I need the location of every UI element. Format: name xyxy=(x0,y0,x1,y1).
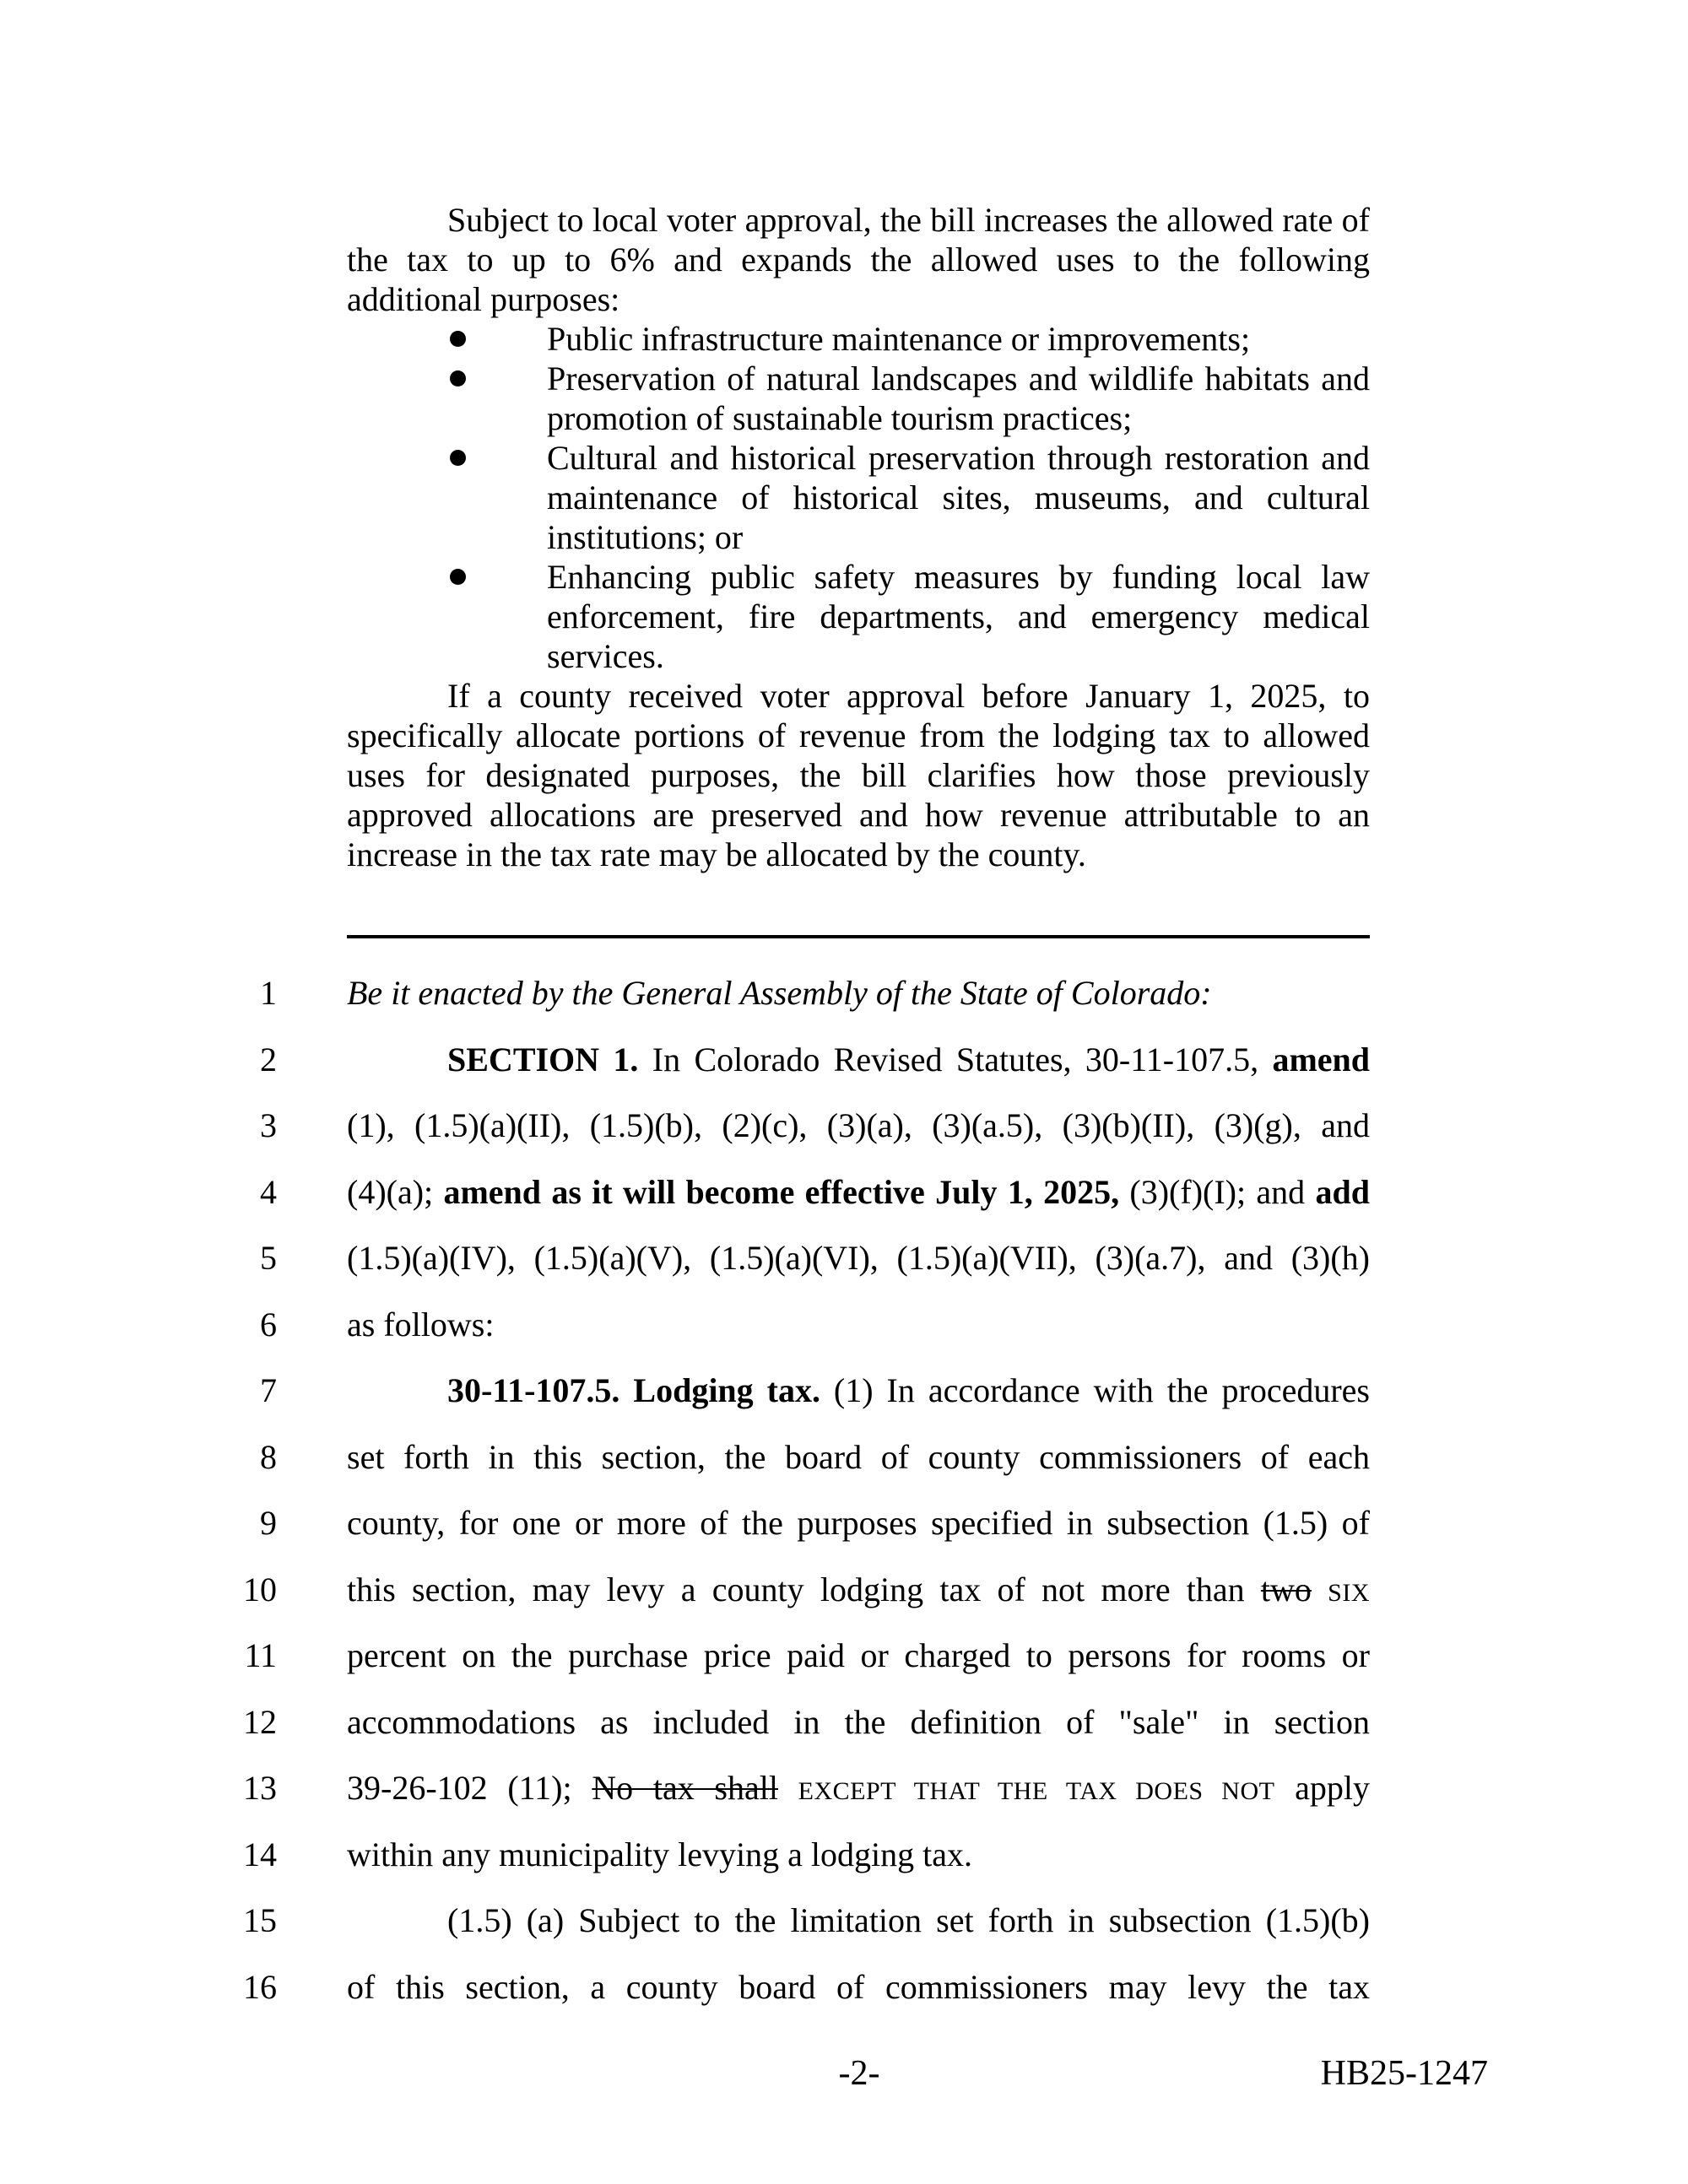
bullet-icon xyxy=(450,331,466,347)
line-text: within any municipality levying a lodging tax. xyxy=(347,1835,972,1873)
line-number: 12 xyxy=(243,1702,277,1741)
line-number: 15 xyxy=(243,1901,277,1939)
bill-line xyxy=(0,1093,1688,1159)
line-number: 10 xyxy=(243,1570,277,1608)
line-text: (1), (1.5)(a)(II), (1.5)(b), (2)(c), (3)(a), (3)(a.5), (3)(b)(II), (3)(g), and xyxy=(347,1106,1370,1144)
bill-line xyxy=(0,960,1688,1026)
line-text: (1.5) (a) Subject to the limitation set forth in subsection (1.5)(b) xyxy=(447,1901,1370,1939)
line-text: (1.5)(a)(IV), (1.5)(a)(V), (1.5)(a)(VI), (1.5)(a)(VII), (3)(a.7), and (3)(h) xyxy=(347,1239,1370,1277)
line-number: 9 xyxy=(260,1504,277,1542)
bill-line xyxy=(0,1292,1688,1358)
bill-line xyxy=(0,1160,1688,1225)
bill-line xyxy=(0,1755,1688,1821)
bullet-icon xyxy=(450,569,466,585)
line-text: SECTION 1. In Colorado Revised Statutes, 30-11-107.5, amend xyxy=(447,1040,1370,1078)
line-text: percent on the purchase price paid or charged to persons for rooms or xyxy=(347,1636,1370,1674)
line-number: 7 xyxy=(260,1371,277,1409)
bill-line xyxy=(0,1954,1688,2020)
line-number: 14 xyxy=(243,1835,277,1873)
line-text: 30-11-107.5. Lodging tax. (1) In accordance with the procedures xyxy=(447,1371,1370,1409)
purpose-item: Cultural and historical preservation through restoration and maintenance of historical sites, museums, and cultural institutions; or xyxy=(347,438,1370,557)
bill-line xyxy=(0,1358,1688,1424)
purpose-item: Preservation of natural landscapes and wildlife habitats and promotion of sustainable tourism practices; xyxy=(347,359,1370,438)
bill-line xyxy=(0,1225,1688,1291)
deleted-text: two xyxy=(1260,1570,1312,1608)
line-text: Be it enacted by the General Assembly of the State of Colorado: xyxy=(347,974,1212,1012)
bill-line xyxy=(0,1689,1688,1755)
deleted-text: No tax shall xyxy=(592,1769,778,1807)
line-text: of this section, a county board of commissioners may levy the tax xyxy=(347,1967,1370,2006)
summary-closing: If a county received voter approval before January 1, 2025, to specifically allocate portions of revenue from the lodging tax to allowed uses for designated purposes, the bill clarifies how those previously approved allocations are preserved and how revenue attributable to an increase in the tax rate may be allocated by the county. xyxy=(347,677,1370,873)
purpose-item: Enhancing public safety measures by funding local law enforcement, fire departments, and emergency medical services. xyxy=(347,557,1370,676)
summary-intro: Subject to local voter approval, the bill increases the allowed rate of the tax to up to 6% and expands the allowed uses to the following additional purposes: xyxy=(347,201,1370,318)
line-number: 3 xyxy=(260,1106,277,1144)
line-text: accommodations as included in the definition of "sale" in section xyxy=(347,1702,1370,1741)
line-text: set forth in this section, the board of county commissioners of each xyxy=(347,1437,1370,1476)
line-text: (4)(a); amend as it will become effective July 1, 2025, (3)(f)(I); and add xyxy=(347,1172,1370,1211)
line-text: this section, may levy a county lodging tax of not more than two SIX xyxy=(347,1570,1370,1608)
page-number: -2- xyxy=(838,2054,880,2093)
summary-divider xyxy=(347,935,1370,938)
bill-line xyxy=(0,1623,1688,1689)
line-number: 1 xyxy=(260,974,277,1012)
bill-number: HB25-1247 xyxy=(1320,2054,1488,2093)
line-text: 39-26-102 (11); No tax shall EXCEPT THAT THE TAX DOES NOT apply xyxy=(347,1769,1370,1807)
bill-line xyxy=(0,1888,1688,1954)
purposes-list xyxy=(347,319,1370,676)
inserted-text: EXCEPT THAT THE TAX DOES NOT xyxy=(798,1777,1275,1805)
line-number: 6 xyxy=(260,1305,277,1343)
bill-line xyxy=(0,1557,1688,1623)
line-number: 11 xyxy=(244,1636,277,1674)
bill-line xyxy=(0,1027,1688,1093)
bill-line xyxy=(0,1424,1688,1490)
line-number: 16 xyxy=(243,1967,277,2006)
line-number: 13 xyxy=(243,1769,277,1807)
bill-summary xyxy=(347,200,1370,874)
line-number: 8 xyxy=(260,1437,277,1476)
bullet-icon xyxy=(450,370,466,387)
bill-line xyxy=(0,1822,1688,1888)
line-number: 2 xyxy=(260,1040,277,1078)
bill-line xyxy=(0,1490,1688,1556)
line-text: county, for one or more of the purposes specified in subsection (1.5) of xyxy=(347,1504,1370,1542)
line-number: 5 xyxy=(260,1239,277,1277)
line-number: 4 xyxy=(260,1172,277,1211)
purpose-item: Public infrastructure maintenance or improvements; xyxy=(347,319,1370,359)
bullet-icon xyxy=(450,450,466,466)
inserted-text: SIX xyxy=(1328,1578,1370,1607)
line-text: as follows: xyxy=(347,1305,495,1343)
